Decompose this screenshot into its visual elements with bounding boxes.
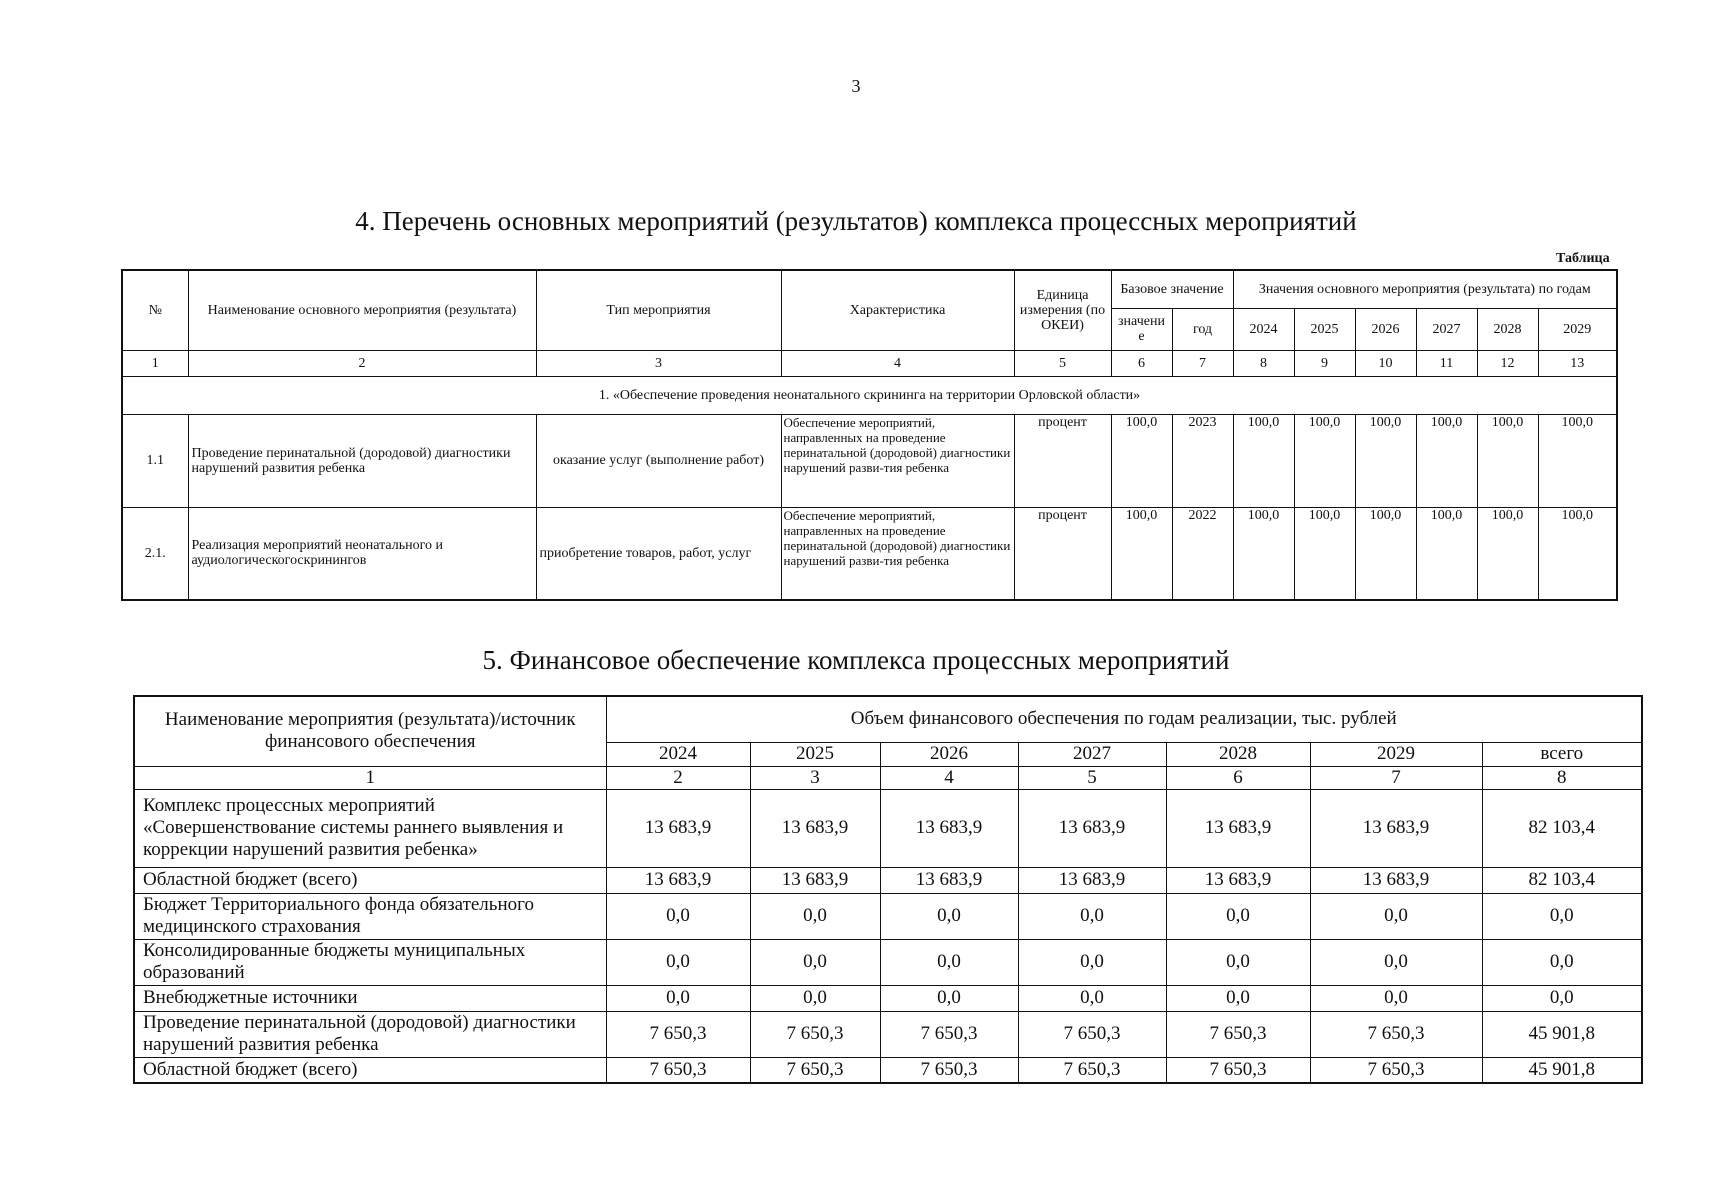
col-number: 8	[1482, 766, 1642, 789]
row-value: 100,0	[1538, 414, 1617, 507]
row-unit: процент	[1014, 414, 1111, 507]
col-number: 8	[1233, 350, 1294, 376]
row-value: 13 683,9	[1018, 789, 1166, 867]
header-year: 2025	[1294, 308, 1355, 350]
row-base-year: 2022	[1172, 507, 1233, 600]
row-value: 0,0	[750, 985, 880, 1011]
row-value: 0,0	[1166, 985, 1310, 1011]
row-characteristic: Обеспечение мероприятий, направленных на проведение перинатальной (дородовой) диагностики нарушений разви-тия ребенка	[781, 414, 1014, 507]
row-value: 0,0	[1166, 893, 1310, 939]
row-value: 100,0	[1294, 414, 1355, 507]
row-value: 13 683,9	[1018, 867, 1166, 893]
row-value: 0,0	[606, 939, 750, 985]
header-year: 2029	[1310, 742, 1482, 766]
row-value: 100,0	[1538, 507, 1617, 600]
table-caption: Таблица	[1556, 251, 1610, 266]
col-number: 1	[122, 350, 188, 376]
table-row	[134, 1057, 1642, 1083]
row-value: 0,0	[1018, 985, 1166, 1011]
row-name: Областной бюджет (всего)	[134, 1057, 606, 1083]
row-type: оказание услуг (выполнение работ)	[536, 414, 781, 507]
header-base-year: год	[1172, 308, 1233, 350]
row-name: Проведение перинатальной (дородовой) диагностики нарушений развития ребенка	[134, 1011, 606, 1057]
row-value: 13 683,9	[1310, 867, 1482, 893]
col-number: 7	[1310, 766, 1482, 789]
header-year: 2024	[1233, 308, 1294, 350]
header-type: Тип мероприятия	[536, 270, 781, 350]
row-value: 100,0	[1294, 507, 1355, 600]
header-year: 2027	[1018, 742, 1166, 766]
row-value: 13 683,9	[1166, 867, 1310, 893]
row-value: 7 650,3	[880, 1057, 1018, 1083]
finance-table	[133, 695, 1643, 1084]
header-volume: Объем финансового обеспечения по годам реализации, тыс. рублей	[606, 696, 1642, 742]
row-value: 7 650,3	[880, 1011, 1018, 1057]
col-number: 4	[880, 766, 1018, 789]
header-year: 2026	[880, 742, 1018, 766]
row-value: 13 683,9	[880, 867, 1018, 893]
header-year: 2029	[1538, 308, 1617, 350]
col-number: 9	[1294, 350, 1355, 376]
row-value: 0,0	[1018, 893, 1166, 939]
row-total: 82 103,4	[1482, 789, 1642, 867]
header-year: 2024	[606, 742, 750, 766]
row-value: 13 683,9	[750, 789, 880, 867]
col-number: 2	[606, 766, 750, 789]
row-value: 100,0	[1233, 414, 1294, 507]
header-year: 2026	[1355, 308, 1416, 350]
row-value: 0,0	[1310, 939, 1482, 985]
table-row	[134, 893, 1642, 939]
row-total: 0,0	[1482, 893, 1642, 939]
row-value: 7 650,3	[606, 1011, 750, 1057]
section4-title: 4. Перечень основных мероприятий (результатов) комплекса процессных мероприятий	[355, 206, 1357, 236]
row-value: 7 650,3	[1166, 1011, 1310, 1057]
row-no: 2.1.	[122, 507, 188, 600]
table-row	[134, 867, 1642, 893]
row-value: 0,0	[606, 893, 750, 939]
row-value: 0,0	[880, 985, 1018, 1011]
row-unit: процент	[1014, 507, 1111, 600]
row-value: 0,0	[1018, 939, 1166, 985]
row-value: 13 683,9	[750, 867, 880, 893]
row-value: 7 650,3	[1018, 1011, 1166, 1057]
page-number: 3	[851, 76, 861, 96]
col-number: 2	[188, 350, 536, 376]
row-value: 100,0	[1477, 507, 1538, 600]
row-value: 100,0	[1416, 507, 1477, 600]
row-value: 7 650,3	[750, 1011, 880, 1057]
col-number: 1	[134, 766, 606, 789]
table-row	[134, 985, 1642, 1011]
row-value: 7 650,3	[1166, 1057, 1310, 1083]
row-value: 0,0	[880, 893, 1018, 939]
col-number: 11	[1416, 350, 1477, 376]
row-name: Областной бюджет (всего)	[134, 867, 606, 893]
group-title: 1. «Обеспечение проведения неонатального скрининга на территории Орловской области»	[122, 376, 1617, 414]
row-name: Консолидированные бюджеты муниципальных образований	[134, 939, 606, 985]
row-value: 0,0	[750, 893, 880, 939]
col-number: 5	[1014, 350, 1111, 376]
col-number: 10	[1355, 350, 1416, 376]
row-base-year: 2023	[1172, 414, 1233, 507]
activities-table	[121, 269, 1618, 601]
row-base-value: 100,0	[1111, 507, 1172, 600]
row-value: 0,0	[1310, 985, 1482, 1011]
header-year: 2028	[1166, 742, 1310, 766]
row-no: 1.1	[122, 414, 188, 507]
header-year: 2025	[750, 742, 880, 766]
row-value: 100,0	[1233, 507, 1294, 600]
header-unit: Единица измерения (по ОКЕИ)	[1014, 270, 1111, 350]
table-row	[134, 789, 1642, 867]
col-number: 3	[536, 350, 781, 376]
section5-title: 5. Финансовое обеспечение комплекса процессных мероприятий	[482, 645, 1230, 675]
row-value: 7 650,3	[1018, 1057, 1166, 1083]
row-name: Реализация мероприятий неонатального и аудиологическогоскринингов	[188, 507, 536, 600]
table-row	[134, 1011, 1642, 1057]
header-total: всего	[1482, 742, 1642, 766]
header-year: 2028	[1477, 308, 1538, 350]
row-total: 0,0	[1482, 939, 1642, 985]
row-value: 0,0	[750, 939, 880, 985]
row-value: 0,0	[880, 939, 1018, 985]
row-value: 0,0	[1166, 939, 1310, 985]
header-year: 2027	[1416, 308, 1477, 350]
row-value: 7 650,3	[606, 1057, 750, 1083]
header-characteristic: Характеристика	[781, 270, 1014, 350]
col-number: 5	[1018, 766, 1166, 789]
col-number: 6	[1111, 350, 1172, 376]
header-name: Наименование мероприятия (результата)/источник финансового обеспечения	[134, 696, 606, 766]
table-row	[122, 414, 1617, 507]
row-name: Комплекс процессных мероприятий «Совершенствование системы раннего выявления и коррекции нарушений развития ребенка»	[134, 789, 606, 867]
row-value: 13 683,9	[1310, 789, 1482, 867]
row-total: 45 901,8	[1482, 1057, 1642, 1083]
row-base-value: 100,0	[1111, 414, 1172, 507]
header-name: Наименование основного мероприятия (результата)	[188, 270, 536, 350]
row-value: 100,0	[1416, 414, 1477, 507]
col-number: 7	[1172, 350, 1233, 376]
row-value: 100,0	[1355, 414, 1416, 507]
row-value: 7 650,3	[1310, 1011, 1482, 1057]
row-value: 13 683,9	[1166, 789, 1310, 867]
row-total: 82 103,4	[1482, 867, 1642, 893]
row-value: 100,0	[1477, 414, 1538, 507]
row-value: 13 683,9	[606, 789, 750, 867]
row-value: 13 683,9	[880, 789, 1018, 867]
row-value: 100,0	[1355, 507, 1416, 600]
col-number: 4	[781, 350, 1014, 376]
table-row	[134, 939, 1642, 985]
row-value: 13 683,9	[606, 867, 750, 893]
col-number: 3	[750, 766, 880, 789]
header-values: Значения основного мероприятия (результата) по годам	[1233, 270, 1617, 308]
table-row	[122, 507, 1617, 600]
row-characteristic: Обеспечение мероприятий, направленных на проведение перинатальной (дородовой) диагностики нарушений разви-тия ребенка	[781, 507, 1014, 600]
row-value: 7 650,3	[750, 1057, 880, 1083]
row-total: 45 901,8	[1482, 1011, 1642, 1057]
row-name: Проведение перинатальной (дородовой) диагностики нарушений развития ребенка	[188, 414, 536, 507]
header-base: Базовое значение	[1111, 270, 1233, 308]
row-total: 0,0	[1482, 985, 1642, 1011]
header-no: №	[122, 270, 188, 350]
row-value: 0,0	[606, 985, 750, 1011]
row-value: 7 650,3	[1310, 1057, 1482, 1083]
row-name: Бюджет Территориального фонда обязательного медицинского страхования	[134, 893, 606, 939]
row-name: Внебюджетные источники	[134, 985, 606, 1011]
header-base-value: значени е	[1111, 308, 1172, 350]
row-type: приобретение товаров, работ, услуг	[536, 507, 781, 600]
col-number: 6	[1166, 766, 1310, 789]
col-number: 12	[1477, 350, 1538, 376]
col-number: 13	[1538, 350, 1617, 376]
row-value: 0,0	[1310, 893, 1482, 939]
